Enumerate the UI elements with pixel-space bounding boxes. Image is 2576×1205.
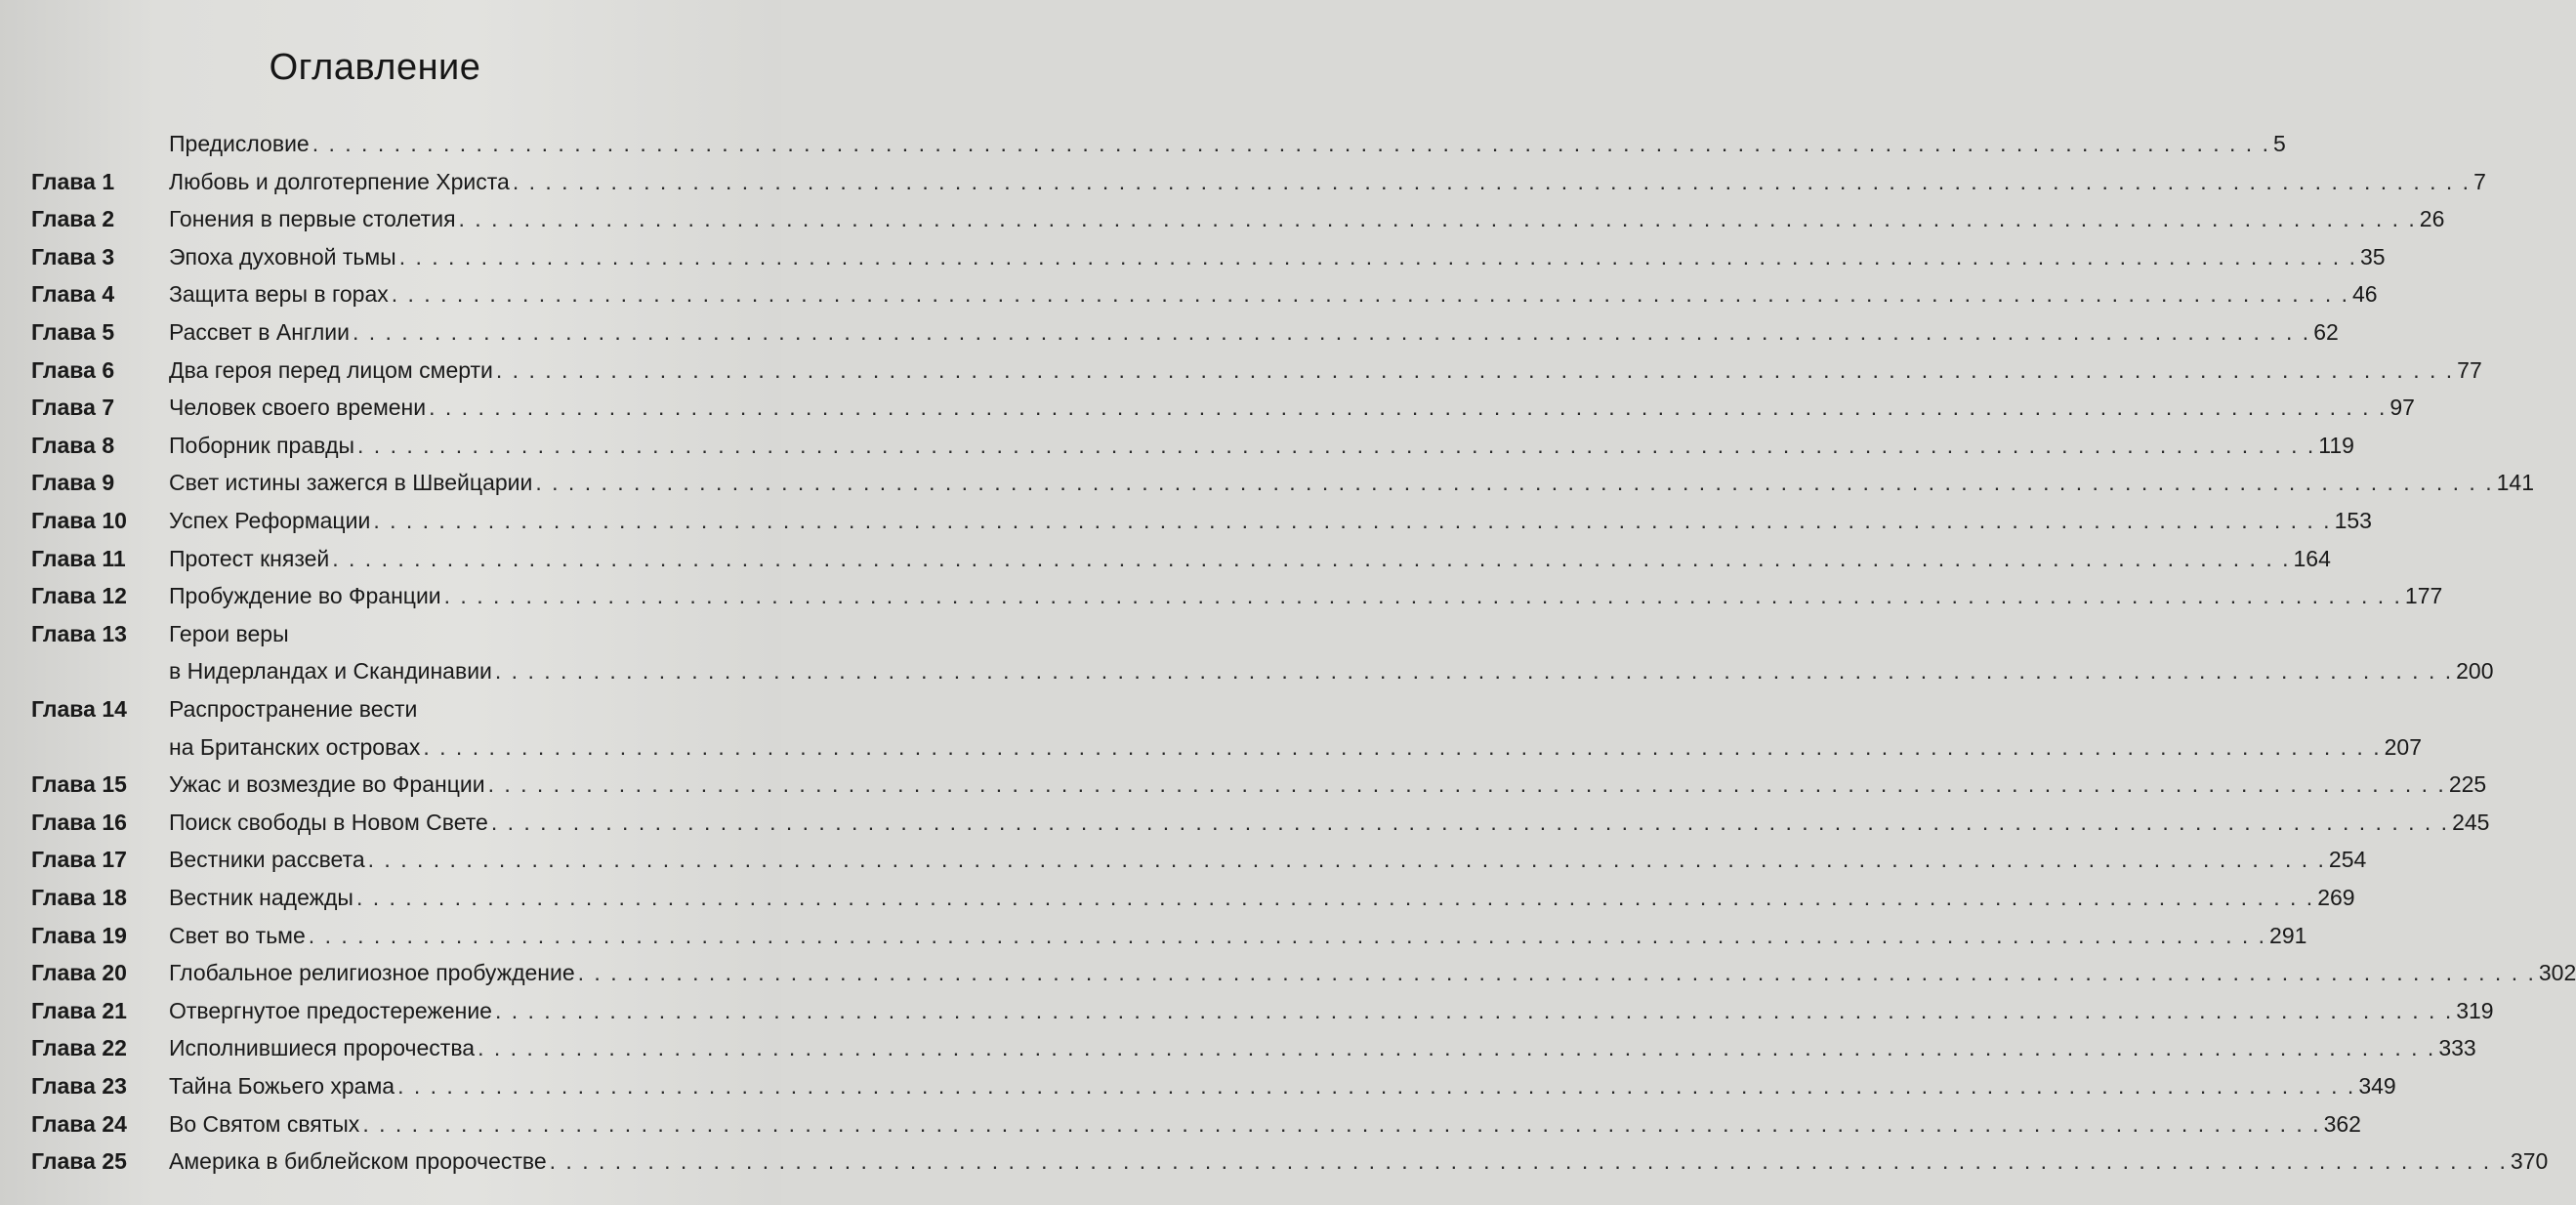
- toc-line: [169, 131, 2286, 157]
- page-number: 207: [2384, 733, 2422, 760]
- dot-leader: . . . . . . . . . . . . . . . . . . . . . . . . . . . . . . . . . . . . . . . . . . . . . . . . . . . . . . . . . . . . . . . . . . . . . . . . . . . . . . . . . . . . . . . . . . . . . . . . . . . . . . . . . . . . . . . . . . . . . . . .: [443, 583, 2402, 609]
- chapter-title: Успех Реформации: [169, 508, 371, 533]
- toc-line: [169, 583, 2443, 609]
- chapter-number: Глава 13: [31, 620, 127, 646]
- chapter-title: Предисловие: [169, 131, 310, 156]
- dot-leader: . . . . . . . . . . . . . . . . . . . . . . . . . . . . . . . . . . . . . . . . . . . . . . . . . . . . . . . . . . . . . . . . . . . . . . . . . . . . . . . . . . . . . . . . . . . . . . . . . . . . . . . . . . . . . . . . . . . . . . . .: [577, 960, 2536, 986]
- chapter-title: Поборник правды: [169, 432, 355, 458]
- page-number: 153: [2334, 508, 2372, 533]
- toc-line: [169, 997, 2494, 1024]
- chapter-number: Глава 9: [31, 470, 115, 496]
- chapter-number: Глава 12: [31, 583, 127, 609]
- chapter-title: Человек своего времени: [169, 395, 427, 421]
- chapter-title: на Британских островах: [169, 733, 421, 760]
- dot-leader: . . . . . . . . . . . . . . . . . . . . . . . . . . . . . . . . . . . . . . . . . . . . . . . . . . . . . . . . . . . . . . . . . . . . . . . . . . . . . . . . . . . . . . . . . . . . . . . . . . . . . . . . . . . . . . . . . . . . . . . .: [357, 432, 2316, 458]
- chapter-number: Глава 8: [31, 432, 115, 458]
- page-number: 119: [2318, 432, 2354, 458]
- chapter-title: Пробуждение во Франции: [169, 583, 441, 609]
- chapter-number: Глава 14: [31, 696, 127, 722]
- dot-leader: . . . . . . . . . . . . . . . . . . . . . . . . . . . . . . . . . . . . . . . . . . . . . . . . . . . . . . . . . . . . . . . . . . . . . . . . . . . . . . . . . . . . . . . . . . . . . . . . . . . . . . . . . . . . . . . . . . . . . . . .: [312, 131, 2270, 156]
- toc-line: [169, 1148, 2549, 1175]
- chapter-title: Во Святом святых: [169, 1110, 360, 1137]
- page-number: 7: [2473, 168, 2486, 194]
- chapter-title: Ужас и возмездие во Франции: [169, 771, 485, 798]
- toc-line: [169, 960, 2576, 986]
- chapter-title: Вестник надежды: [169, 885, 353, 910]
- dot-leader: . . . . . . . . . . . . . . . . . . . . . . . . . . . . . . . . . . . . . . . . . . . . . . . . . . . . . . . . . . . . . . . . . . . . . . . . . . . . . . . . . . . . . . . . . . . . . . . . . . . . . . . . . . . . . . . . . . . . . . . .: [458, 206, 2417, 232]
- toc-line: [169, 658, 2494, 685]
- toc-line: [169, 545, 2331, 572]
- toc-line: [169, 771, 2487, 798]
- chapter-number: Глава 17: [31, 847, 127, 873]
- toc-line: [169, 733, 2422, 761]
- page-number: 5: [2272, 131, 2286, 156]
- dot-leader: . . . . . . . . . . . . . . . . . . . . . . . . . . . . . . . . . . . . . . . . . . . . . . . . . . . . . . . . . . . . . . . . . . . . . . . . . . . . . . . . . . . . . . . . . . . . . . . . . . . . . . . . . . . . . . . . . . . . . . . .: [549, 1148, 2508, 1175]
- chapter-title: Гонения в первые столетия: [169, 206, 456, 232]
- dot-leader: . . . . . . . . . . . . . . . . . . . . . . . . . . . . . . . . . . . . . . . . . . . . . . . . . . . . . . . . . . . . . . . . . . . . . . . . . . . . . . . . . . . . . . . . . . . . . . . . . . . . . . . . . . . . . . . . . . . . . . . .: [494, 658, 2454, 685]
- dot-leader: . . . . . . . . . . . . . . . . . . . . . . . . . . . . . . . . . . . . . . . . . . . . . . . . . . . . . . . . . . . . . . . . . . . . . . . . . . . . . . . . . . . . . . . . . . . . . . . . . . . . . . . . . . . . . . . . . . . . . . . .: [391, 281, 2349, 308]
- toc-line: [169, 885, 2355, 911]
- chapter-number: Глава 4: [31, 281, 115, 308]
- page-number: 349: [2358, 1073, 2396, 1099]
- toc-line: [169, 922, 2307, 949]
- chapter-number: Глава 15: [31, 771, 127, 798]
- chapter-title: Протест князей: [169, 545, 330, 571]
- page-number: 46: [2352, 281, 2378, 308]
- chapter-title: Отвергнутое предостережение: [169, 997, 492, 1023]
- dot-leader: . . . . . . . . . . . . . . . . . . . . . . . . . . . . . . . . . . . . . . . . . . . . . . . . . . . . . . . . . . . . . . . . . . . . . . . . . . . . . . . . . . . . . . . . . . . . . . . . . . . . . . . . . . . . . . . . . . . . . . . .: [429, 395, 2388, 421]
- page-number: 26: [2419, 206, 2445, 232]
- dot-leader: . . . . . . . . . . . . . . . . . . . . . . . . . . . . . . . . . . . . . . . . . . . . . . . . . . . . . . . . . . . . . . . . . . . . . . . . . . . . . . . . . . . . . . . . . . . . . . . . . . . . . . . . . . . . . . . . . . . . . . . .: [367, 847, 2326, 873]
- chapter-title: Любовь и долготерпение Христа: [169, 168, 510, 194]
- chapter-number: Глава 19: [31, 922, 127, 948]
- dot-leader: . . . . . . . . . . . . . . . . . . . . . . . . . . . . . . . . . . . . . . . . . . . . . . . . . . . . . . . . . . . . . . . . . . . . . . . . . . . . . . . . . . . . . . . . . . . . . . . . . . . . . . . . . . . . . . . . . . . . . . . .: [308, 922, 2267, 948]
- chapter-number: Глава 2: [31, 206, 115, 232]
- chapter-number: Глава 23: [31, 1073, 127, 1099]
- page-number: 177: [2404, 583, 2443, 609]
- dot-leader: . . . . . . . . . . . . . . . . . . . . . . . . . . . . . . . . . . . . . . . . . . . . . . . . . . . . . . . . . . . . . . . . . . . . . . . . . . . . . . . . . . . . . . . . . . . . . . . . . . . . . . . . . . . . . . . . . . . . . . . .: [495, 356, 2455, 383]
- page-number: 77: [2457, 356, 2482, 383]
- chapter-number: Глава 6: [31, 356, 115, 383]
- toc-line: [169, 243, 2386, 270]
- page-number: 362: [2323, 1110, 2361, 1137]
- dot-leader: . . . . . . . . . . . . . . . . . . . . . . . . . . . . . . . . . . . . . . . . . . . . . . . . . . . . . . . . . . . . . . . . . . . . . . . . . . . . . . . . . . . . . . . . . . . . . . . . . . . . . . . . . . . . . . . . . . . . . . . .: [332, 545, 2291, 571]
- chapter-title: Два героя перед лицом смерти: [169, 356, 493, 383]
- chapter-number: Глава 21: [31, 997, 127, 1023]
- page-number: 254: [2328, 847, 2367, 873]
- chapter-number: Глава 22: [31, 1035, 127, 1061]
- chapter-number: Глава 10: [31, 508, 127, 533]
- chapter-number: Глава 3: [31, 243, 115, 270]
- dot-leader: . . . . . . . . . . . . . . . . . . . . . . . . . . . . . . . . . . . . . . . . . . . . . . . . . . . . . . . . . . . . . . . . . . . . . . . . . . . . . . . . . . . . . . . . . . . . . . . . . . . . . . . . . . . . . . . . . . . . . . . .: [490, 809, 2450, 835]
- page-number: 302: [2538, 960, 2576, 986]
- page-number: 370: [2510, 1148, 2549, 1175]
- page-number: 164: [2293, 545, 2331, 571]
- dot-leader: . . . . . . . . . . . . . . . . . . . . . . . . . . . . . . . . . . . . . . . . . . . . . . . . . . . . . . . . . . . . . . . . . . . . . . . . . . . . . . . . . . . . . . . . . . . . . . . . . . . . . . . . . . . . . . . . . . . . . . . .: [487, 771, 2446, 798]
- chapter-number: Глава 7: [31, 395, 115, 421]
- page-title: Оглавление: [269, 47, 481, 88]
- chapter-number: Глава 18: [31, 885, 127, 910]
- chapter-number: Глава 11: [31, 545, 126, 571]
- toc-line: [169, 470, 2534, 496]
- chapter-number: Глава 25: [31, 1148, 127, 1175]
- toc-line: [169, 809, 2490, 836]
- toc-line-continued: [169, 696, 717, 723]
- dot-leader: . . . . . . . . . . . . . . . . . . . . . . . . . . . . . . . . . . . . . . . . . . . . . . . . . . . . . . . . . . . . . . . . . . . . . . . . . . . . . . . . . . . . . . . . . . . . . . . . . . . . . . . . . . . . . . . . . . . . . . . .: [478, 1035, 2436, 1061]
- chapter-title: Исполнившиеся пророчества: [169, 1035, 476, 1061]
- page-number: 291: [2269, 922, 2307, 948]
- chapter-title: Америка в библейском пророчестве: [169, 1148, 547, 1175]
- chapter-title: Вестники рассвета: [169, 847, 365, 873]
- page-number: 245: [2452, 809, 2490, 835]
- dot-leader: . . . . . . . . . . . . . . . . . . . . . . . . . . . . . . . . . . . . . . . . . . . . . . . . . . . . . . . . . . . . . . . . . . . . . . . . . . . . . . . . . . . . . . . . . . . . . . . . . . . . . . . . . . . . . . . . . . . . . . . .: [535, 470, 2494, 496]
- chapter-number: Глава 5: [31, 319, 115, 345]
- dot-leader: . . . . . . . . . . . . . . . . . . . . . . . . . . . . . . . . . . . . . . . . . . . . . . . . . . . . . . . . . . . . . . . . . . . . . . . . . . . . . . . . . . . . . . . . . . . . . . . . . . . . . . . . . . . . . . . . . . . . . . . .: [352, 319, 2311, 345]
- chapter-number: Глава 24: [31, 1110, 127, 1137]
- chapter-title: Эпоха духовной тьмы: [169, 243, 396, 270]
- page-number: 62: [2313, 319, 2339, 345]
- chapter-number: Глава 20: [31, 960, 127, 986]
- chapter-number: Глава 1: [31, 168, 115, 194]
- chapter-title: Свет истины зажегся в Швейцарии: [169, 470, 533, 496]
- chapter-title: Тайна Божьего храма: [169, 1073, 395, 1099]
- toc-line: [169, 432, 2354, 459]
- page-number: 97: [2389, 395, 2415, 421]
- chapter-number: Глава 16: [31, 809, 127, 835]
- dot-leader: . . . . . . . . . . . . . . . . . . . . . . . . . . . . . . . . . . . . . . . . . . . . . . . . . . . . . . . . . . . . . . . . . . . . . . . . . . . . . . . . . . . . . . . . . . . . . . . . . . . . . . . . . . . . . . . . . . . . . . . .: [398, 243, 2357, 270]
- dot-leader: . . . . . . . . . . . . . . . . . . . . . . . . . . . . . . . . . . . . . . . . . . . . . . . . . . . . . . . . . . . . . . . . . . . . . . . . . . . . . . . . . . . . . . . . . . . . . . . . . . . . . . . . . . . . . . . . . . . . . . . .: [512, 168, 2472, 194]
- dot-leader: . . . . . . . . . . . . . . . . . . . . . . . . . . . . . . . . . . . . . . . . . . . . . . . . . . . . . . . . . . . . . . . . . . . . . . . . . . . . . . . . . . . . . . . . . . . . . . . . . . . . . . . . . . . . . . . . . . . . . . . .: [355, 885, 2315, 910]
- chapter-title: Глобальное религиозное пробуждение: [169, 960, 575, 986]
- toc-line: [169, 395, 2415, 421]
- page-number: 141: [2496, 470, 2534, 496]
- chapter-title: Свет во тьме: [169, 922, 306, 948]
- toc-line: [169, 1073, 2396, 1100]
- dot-leader: . . . . . . . . . . . . . . . . . . . . . . . . . . . . . . . . . . . . . . . . . . . . . . . . . . . . . . . . . . . . . . . . . . . . . . . . . . . . . . . . . . . . . . . . . . . . . . . . . . . . . . . . . . . . . . . . . . . . . . . .: [373, 508, 2332, 533]
- toc-line: [169, 281, 2378, 308]
- page-number: 319: [2456, 997, 2494, 1023]
- dot-leader: . . . . . . . . . . . . . . . . . . . . . . . . . . . . . . . . . . . . . . . . . . . . . . . . . . . . . . . . . . . . . . . . . . . . . . . . . . . . . . . . . . . . . . . . . . . . . . . . . . . . . . . . . . . . . . . . . . . . . . . .: [423, 733, 2382, 760]
- toc-line: [169, 356, 2482, 384]
- toc-line: [169, 1110, 2361, 1138]
- toc-line: [169, 206, 2445, 232]
- toc-line: [169, 1035, 2476, 1061]
- chapter-title: Герои веры: [169, 620, 289, 646]
- chapter-title: Поиск свободы в Новом Свете: [169, 809, 488, 835]
- page-number: 200: [2456, 658, 2494, 685]
- dot-leader: . . . . . . . . . . . . . . . . . . . . . . . . . . . . . . . . . . . . . . . . . . . . . . . . . . . . . . . . . . . . . . . . . . . . . . . . . . . . . . . . . . . . . . . . . . . . . . . . . . . . . . . . . . . . . . . . . . . . . . . .: [494, 997, 2454, 1023]
- toc-line-continued: [169, 621, 717, 647]
- dot-leader: . . . . . . . . . . . . . . . . . . . . . . . . . . . . . . . . . . . . . . . . . . . . . . . . . . . . . . . . . . . . . . . . . . . . . . . . . . . . . . . . . . . . . . . . . . . . . . . . . . . . . . . . . . . . . . . . . . . . . . . .: [397, 1073, 2356, 1099]
- chapter-title: Распространение вести: [169, 696, 418, 722]
- page-number: 269: [2317, 885, 2355, 910]
- chapter-title: в Нидерландах и Скандинавии: [169, 658, 492, 685]
- toc-line: [169, 319, 2339, 346]
- page-number: 225: [2448, 771, 2487, 798]
- page-number: 333: [2438, 1035, 2476, 1061]
- dot-leader: . . . . . . . . . . . . . . . . . . . . . . . . . . . . . . . . . . . . . . . . . . . . . . . . . . . . . . . . . . . . . . . . . . . . . . . . . . . . . . . . . . . . . . . . . . . . . . . . . . . . . . . . . . . . . . . . . . . . . . . .: [362, 1110, 2321, 1137]
- chapter-title: Защита веры в горах: [169, 281, 389, 308]
- page-number: 35: [2359, 243, 2386, 270]
- chapter-title: Рассвет в Англии: [169, 319, 350, 345]
- toc-line: [169, 168, 2486, 195]
- toc-line: [169, 508, 2372, 534]
- toc-line: [169, 847, 2367, 873]
